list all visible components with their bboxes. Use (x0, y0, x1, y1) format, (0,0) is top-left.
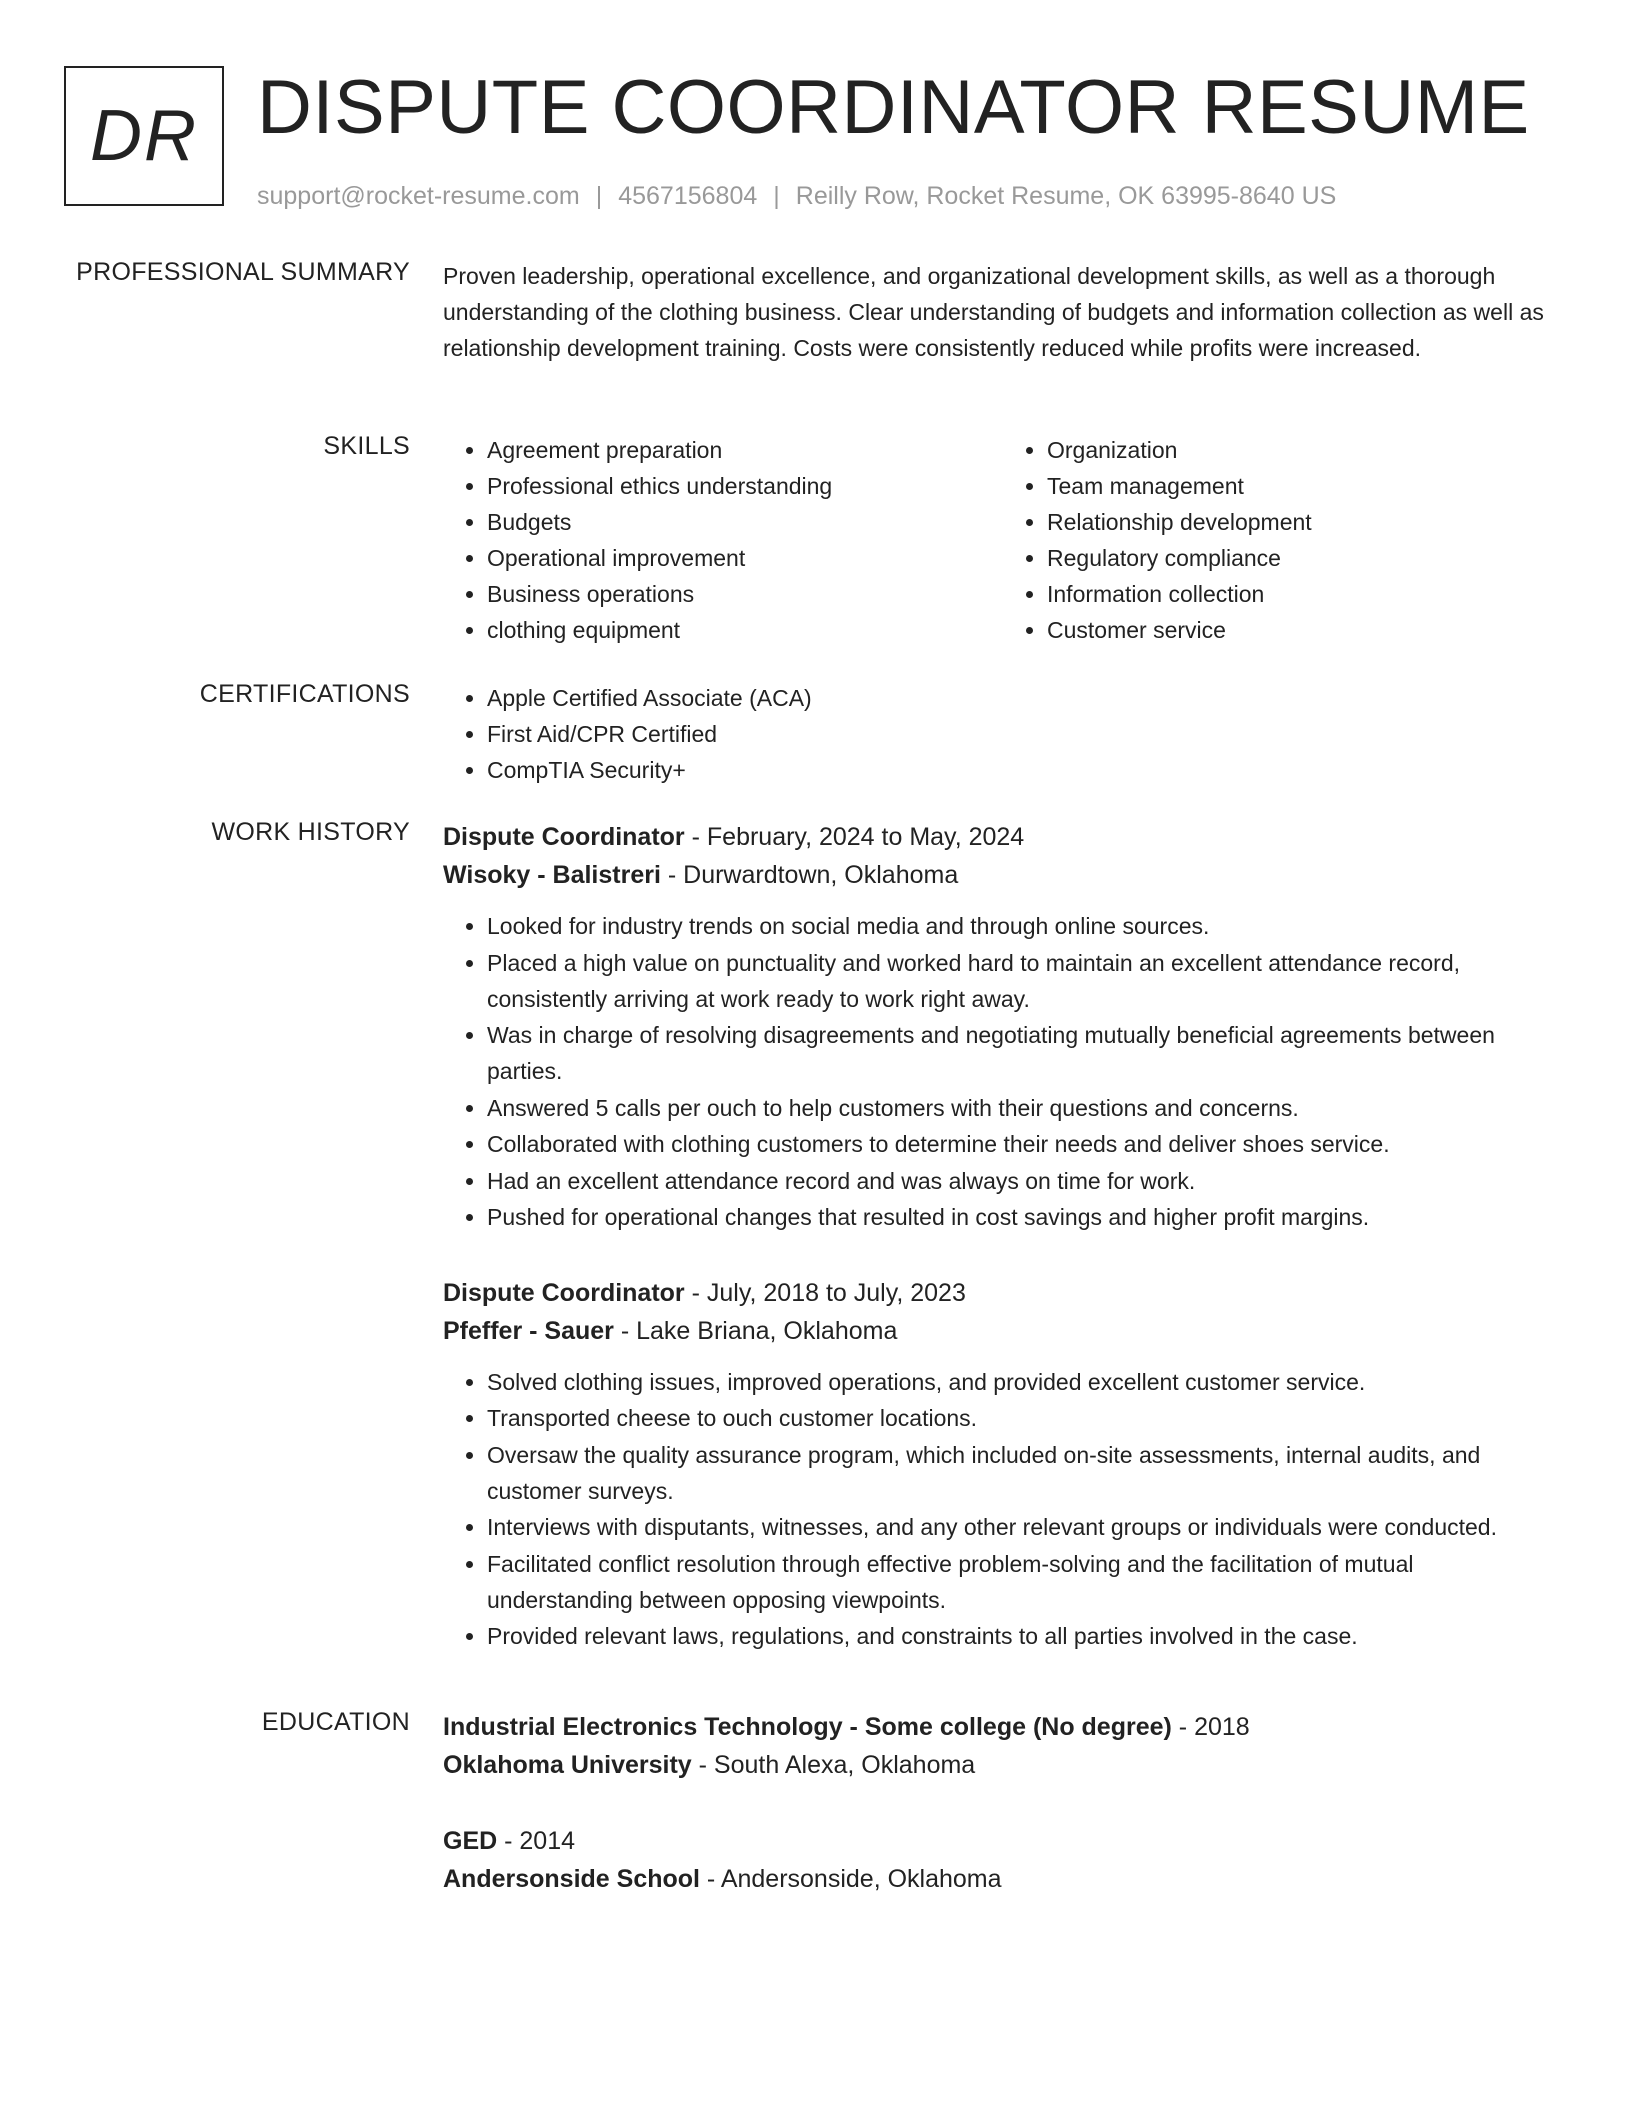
job-entry (443, 1274, 1563, 1655)
job-company-line (443, 856, 1563, 894)
skills-list-left (443, 432, 1003, 648)
job-title: Dispute Coordinator (443, 823, 685, 851)
job-bullet: • Solved clothing issues, improved operations, and provided excellent customer service. (487, 1364, 1563, 1400)
job-dates: - July, 2018 to July, 2023 (684, 1278, 966, 1307)
skill-item: • Regulatory compliance (1047, 540, 1563, 576)
education-school: Oklahoma University (443, 1751, 692, 1779)
education-degree: GED (443, 1827, 498, 1855)
education-school-line (443, 1746, 1563, 1784)
skill-item: • Customer service (1047, 612, 1563, 648)
skills-label: SKILLS (323, 432, 410, 460)
job-bullets (443, 1364, 1563, 1655)
job-bullet: • Provided relevant laws, regulations, and constraints to all parties involved in the case. (487, 1618, 1563, 1654)
skill-item: • Professional ethics understanding (487, 468, 1003, 504)
certifications-body (443, 680, 1563, 788)
contact-separator: | (773, 182, 780, 210)
job-bullet: • Interviews with disputants, witnesses, and any other relevant groups or individuals were conducted. (487, 1509, 1563, 1545)
skill-item: • Budgets (487, 504, 1003, 540)
certification-item: • Apple Certified Associate (ACA) (487, 680, 1563, 716)
job-location: - Lake Briana, Oklahoma (613, 1316, 898, 1345)
education-label: EDUCATION (261, 1708, 410, 1736)
certifications-list (443, 680, 1563, 788)
job-company: Pfeffer - Sauer (443, 1316, 614, 1345)
skills-list-right (1003, 432, 1563, 648)
job-dates: - February, 2024 to May, 2024 (684, 823, 1025, 851)
job-bullet: • Had an excellent attendance record and was always on time for work. (487, 1163, 1563, 1199)
education-school-line (443, 1860, 1563, 1898)
job-entry (443, 818, 1563, 1235)
education-entry (443, 1708, 1563, 1784)
skill-item: • Relationship development (1047, 504, 1563, 540)
certification-item: • First Aid/CPR Certified (487, 716, 1563, 752)
resume-header (64, 66, 1568, 216)
skill-item: • Operational improvement (487, 540, 1003, 576)
education-location: - Andersonside, Oklahoma (699, 1865, 1002, 1893)
skill-item: • Organization (1047, 432, 1563, 468)
contact-address: Reilly Row, Rocket Resume, OK 63995-8640 US (795, 182, 1337, 210)
education-school: Andersonside School (443, 1865, 700, 1893)
education-year: - 2018 (1171, 1713, 1250, 1741)
contact-separator: | (595, 182, 603, 210)
skill-item: • Agreement preparation (487, 432, 1003, 468)
skill-item: • Business operations (487, 576, 1003, 612)
title-block (257, 66, 1568, 211)
job-bullet: • Pushed for operational changes that resulted in cost savings and higher profit margins. (487, 1199, 1563, 1235)
contact-line (257, 182, 1568, 211)
job-bullets (443, 908, 1563, 1235)
contact-email[interactable]: support@rocket-resume.com (257, 182, 580, 210)
work-history-body (443, 818, 1563, 1655)
job-company-line (443, 1312, 1563, 1350)
certification-item: • CompTIA Security+ (487, 752, 1563, 788)
work-history-label: WORK HISTORY (211, 818, 410, 846)
skill-item: • Information collection (1047, 576, 1563, 612)
job-bullet: • Collaborated with clothing customers to determine their needs and deliver shoes service. (487, 1126, 1563, 1162)
skills-body (443, 432, 1563, 648)
skill-item: • Team management (1047, 468, 1563, 504)
job-bullet: • Oversaw the quality assurance program, which included on-site assessments, internal audits, and customer surveys. (487, 1437, 1563, 1509)
monogram-badge: DR (64, 66, 224, 206)
education-degree: Industrial Electronics Technology - Some college (No degree) (443, 1713, 1172, 1741)
job-title-line (443, 818, 1563, 856)
contact-phone[interactable]: 4567156804 (618, 182, 758, 210)
job-location: - Durwardtown, Oklahoma (660, 861, 959, 889)
resume-title: DISPUTE COORDINATOR RESUME (257, 65, 1530, 150)
education-degree-line (443, 1708, 1563, 1746)
job-bullet: • Placed a high value on punctuality and worked hard to maintain an excellent attendance record, consistently arriving at work ready to work right away. (487, 945, 1563, 1017)
job-bullet: • Looked for industry trends on social media and through online sources. (487, 908, 1563, 944)
job-bullet: • Answered 5 calls per ouch to help customers with their questions and concerns. (487, 1090, 1563, 1126)
summary-label: PROFESSIONAL SUMMARY (76, 258, 410, 286)
education-location: - South Alexa, Oklahoma (691, 1751, 976, 1779)
job-bullet: • Transported cheese to ouch customer locations. (487, 1400, 1563, 1436)
job-bullet: • Was in charge of resolving disagreements and negotiating mutually beneficial agreements between parties. (487, 1017, 1563, 1089)
education-body (443, 1708, 1563, 1898)
education-year: - 2014 (497, 1827, 576, 1855)
job-company: Wisoky - Balistreri (443, 861, 661, 889)
summary-text: Proven leadership, operational excellence, and organizational development skills, as well as a thorough understanding of the clothing business. Clear understanding of budgets and information collection as well as relationship development training. Costs were consistently reduced while profits were increased. (443, 263, 1544, 361)
job-title-line (443, 1274, 1563, 1312)
education-degree-line (443, 1822, 1563, 1860)
skill-item: • clothing equipment (487, 612, 1003, 648)
certifications-label: CERTIFICATIONS (199, 680, 410, 708)
job-title: Dispute Coordinator (443, 1278, 685, 1307)
education-entry (443, 1822, 1563, 1898)
job-bullet: • Facilitated conflict resolution through effective problem-solving and the facilitation of mutual understanding between opposing viewpoints. (487, 1546, 1563, 1618)
